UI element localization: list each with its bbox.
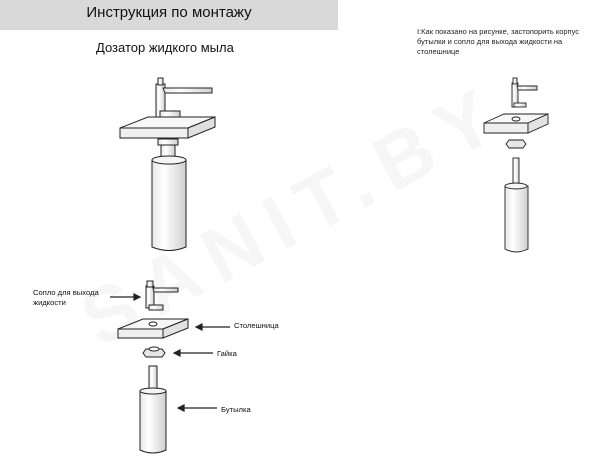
exploded-nozzle xyxy=(146,281,178,310)
label-arrows xyxy=(110,294,230,411)
bottle-label: Бутылка xyxy=(221,405,251,414)
countertop-label: Столешница xyxy=(234,321,279,330)
assembled-dispenser xyxy=(120,78,215,251)
right-dispenser-countertop xyxy=(484,114,548,133)
right-dispenser-nut xyxy=(506,140,526,148)
instruction-text: І:Как показано на рисунке, застопорить корпус бутылки и сопло для выхода жидкости на столешнице xyxy=(417,27,580,56)
exploded-countertop xyxy=(118,319,188,338)
exploded-nut xyxy=(143,347,165,357)
product-subtitle: Дозатор жидкого мыла xyxy=(96,40,234,55)
page-title: Инструкция по монтажу xyxy=(86,4,252,21)
nut-label: Гайка xyxy=(217,349,237,358)
nozzle-label: Сопло для выхода жидкости xyxy=(33,288,99,307)
exploded-bottle xyxy=(140,366,166,453)
right-dispenser-bottle xyxy=(505,158,528,252)
right-dispenser-nozzle xyxy=(512,78,537,107)
